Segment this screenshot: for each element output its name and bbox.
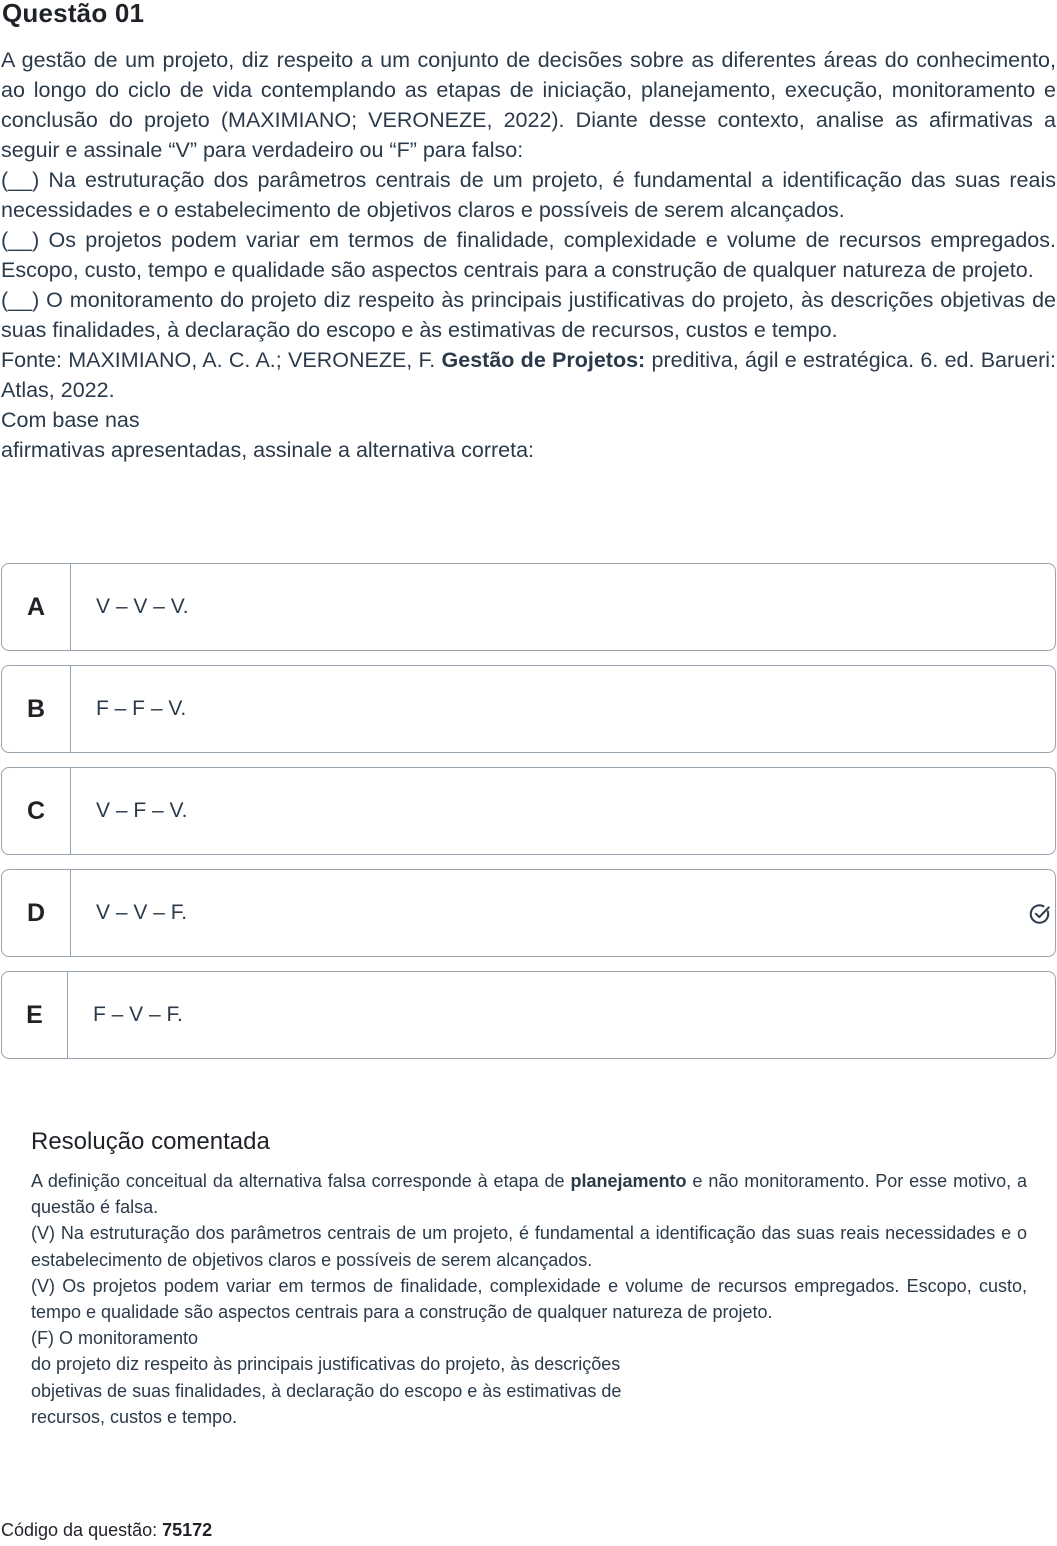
option-letter: B: [2, 666, 71, 752]
option-e[interactable]: [1, 971, 1056, 1059]
option-letter: C: [2, 768, 71, 854]
option-c[interactable]: [1, 767, 1056, 855]
option-d[interactable]: [1, 869, 1056, 957]
statement-item-1: (__) Na estruturação dos parâmetros centrais de um projeto, é fundamental a identificação das suas reais necessidades e o estabelecimento de objetivos claros e possíveis de serem alcançados.: [1, 168, 1056, 222]
resolution-title: Resolução comentada: [31, 1128, 270, 1155]
commented-resolution: [31, 1128, 1027, 1430]
option-text: V – F – V.: [96, 799, 188, 822]
source-reference: Fonte: MAXIMIANO, A. C. A.; VERONEZE, F. Gestão de Projetos: preditiva, ágil e estratégica. 6. ed. Barueri: Atlas, 2022.: [1, 348, 1056, 402]
option-b[interactable]: [1, 665, 1056, 753]
option-letter: E: [2, 972, 68, 1058]
statement-paragraph: A gestão de um projeto, diz respeito a um conjunto de decisões sobre as diferentes áreas do conhecimento, ao longo do ciclo de vida contemplando as etapas de iniciação, planejamento, execução, monitoramento e conclusão do projeto (MAXIMIANO; VERONEZE, 2022). Diante desse contexto, analise as afirmativas a seguir e assinale “V” para verdadeiro ou “F” para falso:: [1, 48, 1056, 162]
question-statement: [1, 45, 1056, 465]
option-letter: A: [2, 564, 71, 650]
resolution-body: [31, 1168, 1027, 1430]
resolution-item-3-line: objetivas de suas finalidades, à declaração do escopo e às estimativas de: [31, 1380, 622, 1401]
option-text: F – V – F.: [93, 1003, 183, 1026]
resolution-highlight: planejamento: [570, 1171, 687, 1191]
option-text: F – F – V.: [96, 697, 187, 720]
question-code: Código da questão: 75172: [1, 1520, 213, 1540]
statement-item-3: (__) O monitoramento do projeto diz respeito às principais justificativas do projeto, às descrições objetivas de suas finalidades, à declaração do escopo e às estimativas de recursos, custos e tempo.: [1, 288, 1056, 342]
prompt-line-1: Com base nas: [1, 408, 140, 432]
prompt-line-2: afirmativas apresentadas, assinale a alternativa correta:: [1, 438, 534, 462]
option-a[interactable]: [1, 563, 1056, 651]
resolution-item-2: (V) Os projetos podem variar em termos de finalidade, complexidade e volume de recursos empregados. Escopo, custo, tempo e qualidade são aspectos centrais para a construção de qualquer natureza de projeto.: [31, 1275, 1027, 1323]
question-code-value: 75172: [162, 1520, 213, 1540]
check-circle-icon: [1029, 903, 1051, 925]
statement-item-2: (__) Os projetos podem variar em termos de finalidade, complexidade e volume de recursos empregados. Escopo, custo, tempo e qualidade são aspectos centrais para a construção de qualquer natureza de projeto.: [1, 228, 1056, 282]
resolution-item-1: (V) Na estruturação dos parâmetros centrais de um projeto, é fundamental a identificação das suas reais necessidades e o estabelecimento de objetivos claros e possíveis de serem alcançados.: [31, 1223, 1027, 1270]
question-title: Questão 01: [2, 0, 145, 28]
source-title: Gestão de Projetos:: [441, 348, 646, 372]
resolution-item-3-line: do projeto diz respeito às principais justificativas do projeto, às descrições: [31, 1354, 621, 1375]
resolution-item-3-line: (F) O monitoramento: [31, 1328, 199, 1349]
option-text: V – V – F.: [96, 901, 188, 924]
resolution-intro: A definição conceitual da alternativa falsa corresponde à etapa de planejamento e não monitoramento. Por esse motivo, a questão é falsa.: [31, 1171, 1028, 1218]
answer-options: [1, 563, 1056, 1073]
option-text: V – V – V.: [96, 595, 189, 618]
option-letter: D: [2, 870, 71, 956]
resolution-item-3-line: recursos, custos e tempo.: [31, 1406, 238, 1427]
